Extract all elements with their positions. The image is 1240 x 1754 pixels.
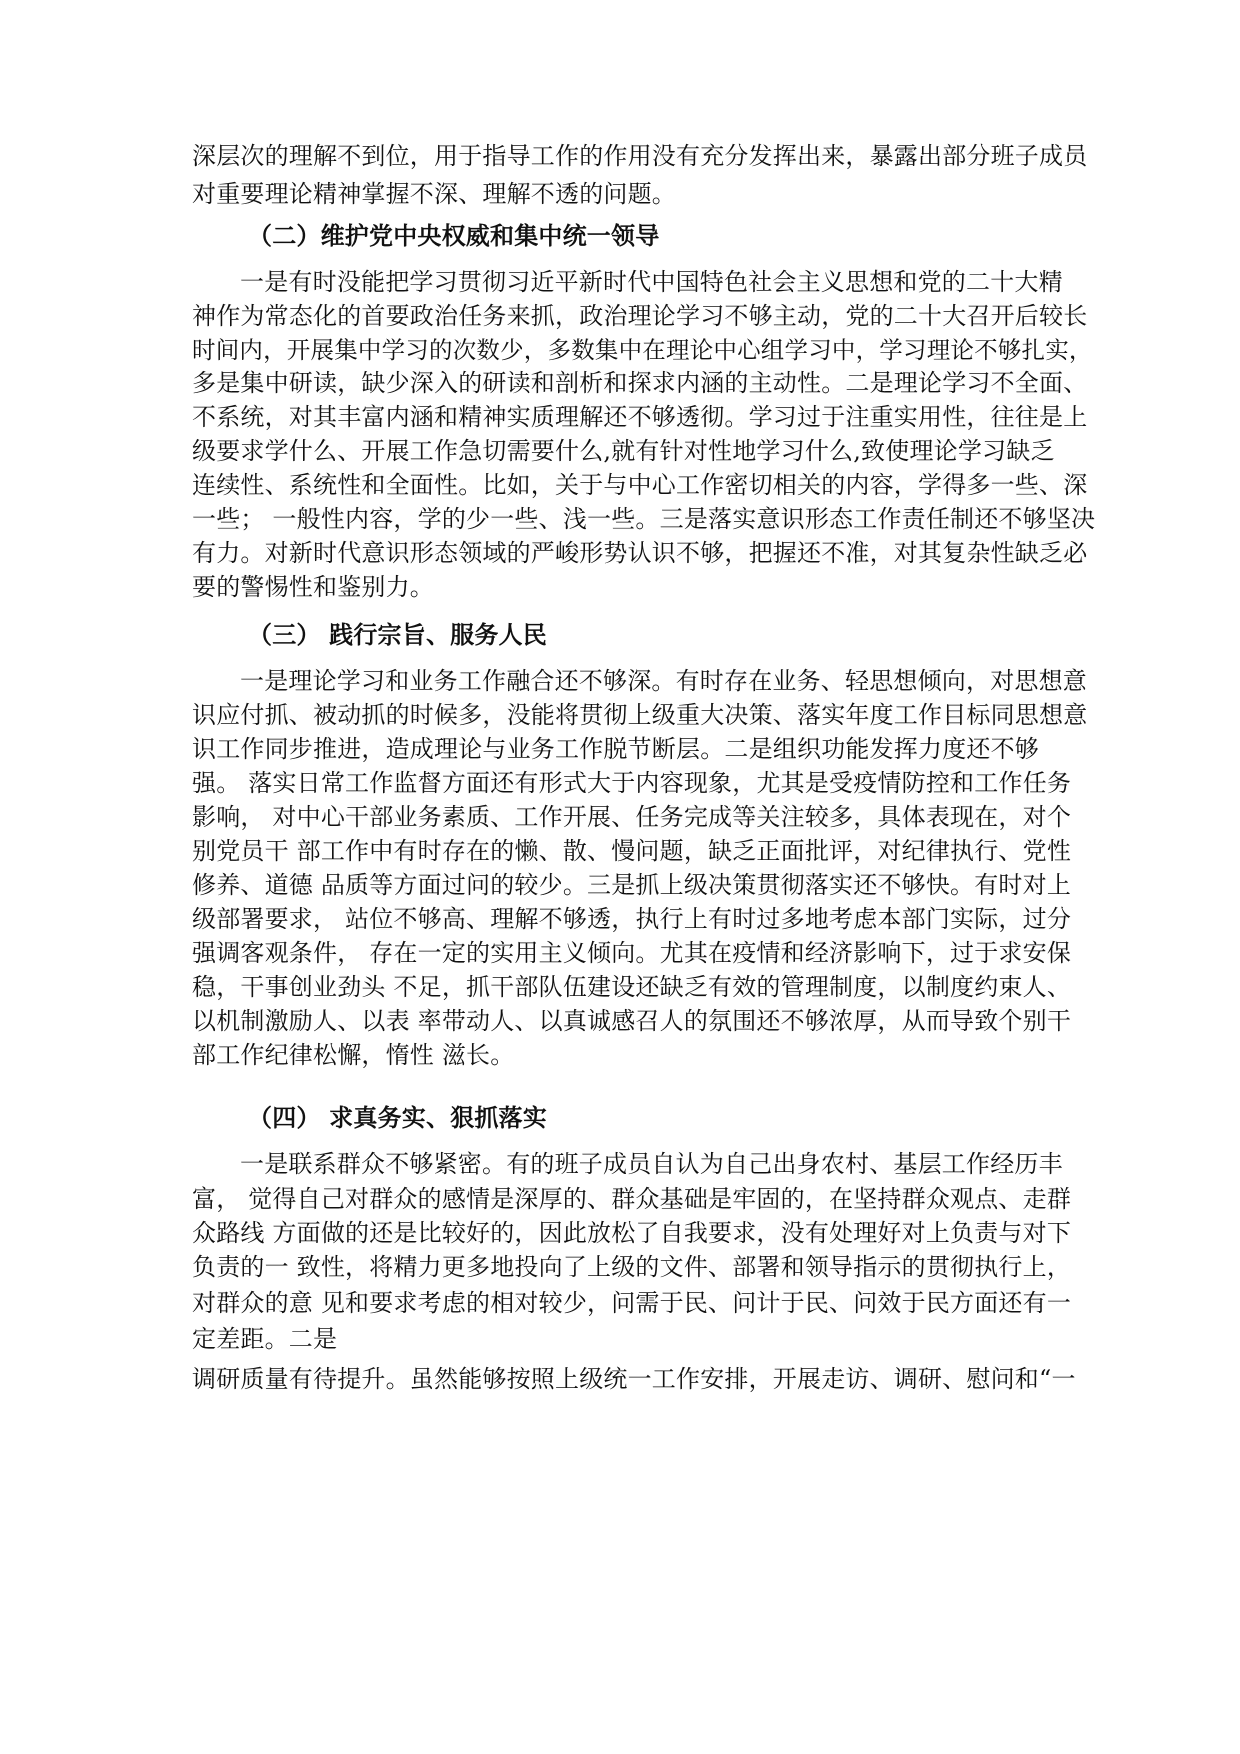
text-line: 众路线 方面做的还是比较好的，因此放松了自我要求，没有处理好对上负责与对下 — [192, 1219, 1072, 1247]
text-line: 别党员干 部工作中有时存在的懒、散、慢问题，缺乏正面批评，对纪律执行、党性 — [192, 837, 1072, 865]
text-line: 识工作同步推进，造成理论与业务工作脱节断层。二是组织功能发挥力度还不够 — [192, 735, 1039, 763]
text-line: 有力。对新时代意识形态领域的严峻形势认识不够，把握还不准，对其复杂性缺乏必 — [192, 539, 1088, 567]
section-heading-3: （三） 践行宗旨、服务人民 — [248, 620, 547, 649]
text-line: 稳，干事创业劲头 不足，抓干部队伍建设还缺乏有效的管理制度，以制度约束人、 — [192, 973, 1072, 1001]
text-line: 一是有时没能把学习贯彻习近平新时代中国特色社会主义思想和党的二十大精 — [240, 268, 1063, 296]
text-line: 深层次的理解不到位，用于指导工作的作用没有充分发挥出来，暴露出部分班子成员 — [192, 142, 1088, 170]
text-line: 时间内，开展集中学习的次数少，多数集中在理论中心组学习中，学习理论不够扎实， — [192, 336, 1093, 364]
text-line: 不系统，对其丰富内涵和精神实质理解还不够透彻。学习过于注重实用性，往往是上 — [192, 403, 1088, 431]
text-line: 强调客观条件， 存在一定的实用主义倾向。尤其在疫情和经济影响下，过于求安保 — [192, 939, 1072, 967]
text-line: 对重要理论精神掌握不深、理解不透的问题。 — [192, 180, 676, 208]
text-line: 富， 觉得自己对群众的感情是深厚的、群众基础是牢固的，在坚持群众观点、走群 — [192, 1185, 1072, 1213]
text-line: 调研质量有待提升。虽然能够按照上级统一工作安排，开展走访、调研、慰问和“一 — [192, 1365, 1076, 1393]
text-line: 级部署要求， 站位不够高、理解不够透，执行上有时过多地考虑本部门实际，过分 — [192, 905, 1072, 933]
text-line: 强。 落实日常工作监督方面还有形式大于内容现象，尤其是受疫情防控和工作任务 — [192, 769, 1072, 797]
section-heading-4: （四） 求真务实、狠抓落实 — [248, 1103, 547, 1132]
section-heading-2: （二）维护党中央权威和集中统一领导 — [248, 221, 660, 250]
text-line: 级要求学什么、开展工作急切需要什么,就有针对性地学习什么,致使理论学习缺乏 — [192, 437, 1055, 465]
text-line: 定差距。二是 — [192, 1325, 338, 1353]
text-line: 一是理论学习和业务工作融合还不够深。有时存在业务、轻思想倾向，对思想意 — [240, 667, 1087, 695]
text-line: 连续性、系统性和全面性。比如，关于与中心工作密切相关的内容，学得多一些、深 — [192, 471, 1088, 499]
text-line: 识应付抓、被动抓的时候多，没能将贯彻上级重大决策、落实年度工作目标同思想意 — [192, 701, 1088, 729]
text-line: 影响， 对中心干部业务素质、工作开展、任务完成等关注较多，具体表现在，对个 — [192, 803, 1072, 831]
text-line: 对群众的意 见和要求考虑的相对较少，问需于民、问计于民、问效于民方面还有一 — [192, 1289, 1072, 1317]
text-line: 修养、道德 品质等方面过问的较少。三是抓上级决策贯彻落实还不够快。有时对上 — [192, 871, 1072, 899]
text-line: 部工作纪律松懈，惰性 滋长。 — [192, 1041, 515, 1069]
text-line: 一些； 一般性内容，学的少一些、浅一些。三是落实意识形态工作责任制还不够坚决 — [192, 505, 1096, 533]
text-line: 多是集中研读，缺少深入的研读和剖析和探求内涵的主动性。二是理论学习不全面、 — [192, 369, 1088, 397]
text-line: 要的警惕性和鉴别力。 — [192, 573, 434, 601]
text-line: 一是联系群众不够紧密。有的班子成员自认为自己出身农村、基层工作经历丰 — [240, 1150, 1063, 1178]
text-line: 负责的一 致性，将精力更多地投向了上级的文件、部署和领导指示的贯彻执行上， — [192, 1253, 1072, 1281]
text-line: 神作为常态化的首要政治任务来抓，政治理论学习不够主动，党的二十大召开后较长 — [192, 302, 1088, 330]
text-line: 以机制激励人、以表 率带动人、以真诚感召人的氛围还不够浓厚，从而导致个别干 — [192, 1007, 1072, 1035]
